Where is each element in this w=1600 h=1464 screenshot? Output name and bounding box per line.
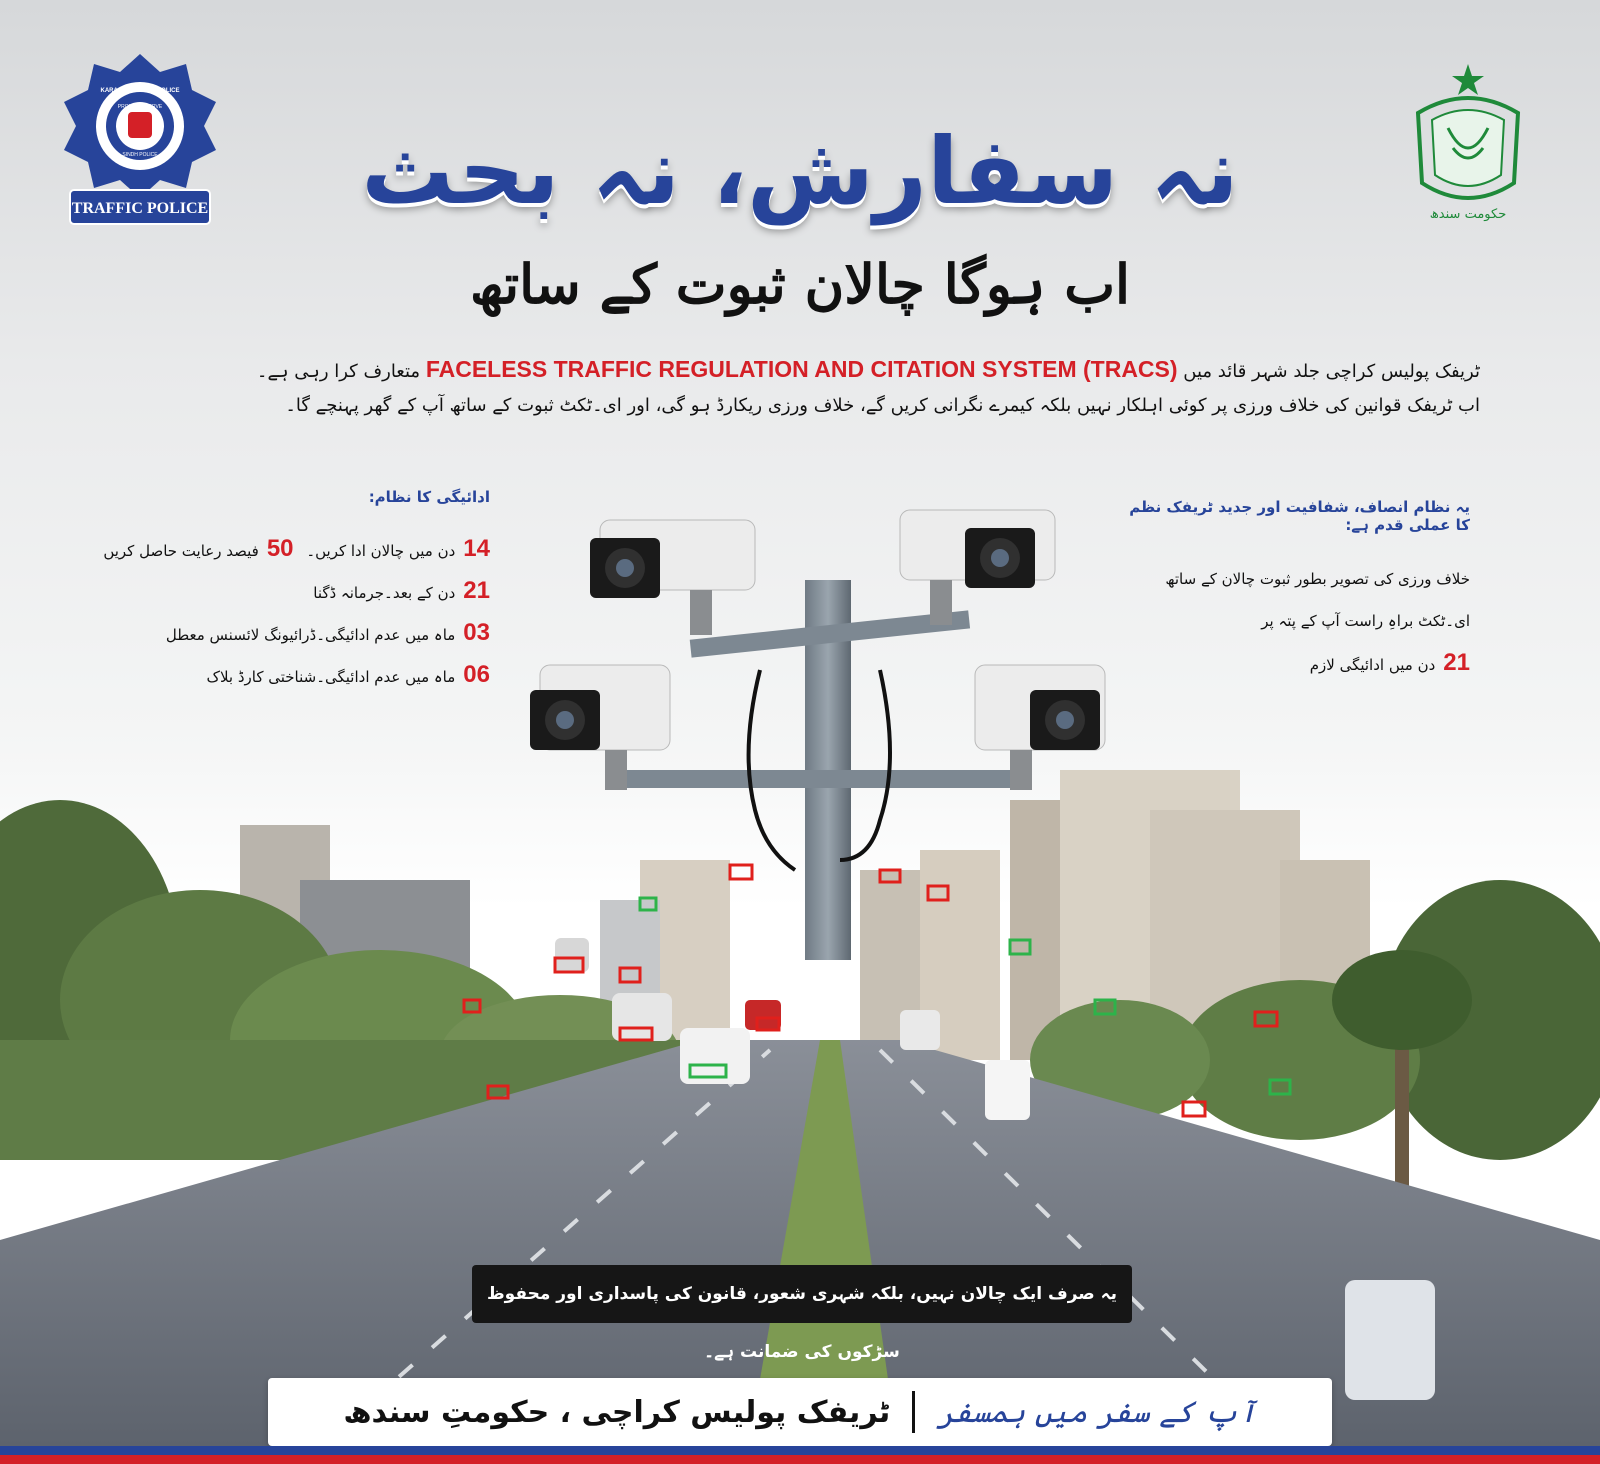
item-text: دن میں ادائیگی لازم bbox=[1309, 656, 1436, 674]
item-text: دن میں چالان ادا کریں۔ bbox=[306, 542, 456, 560]
intro-line-2: اب ٹریفک قوانین کی خلاف ورزی پر کوئی اہلکار نہیں بلکہ کیمرے نگرانی کریں گے، خلاف ورزی ریکارڈ ہو گی، اور ای۔ٹکٹ ثبوت کے ساتھ آپ کے گھر پہنچے گا۔ bbox=[285, 395, 1480, 416]
features-heading: یہ نظام انصاف، شفافیت اور جدید ٹریفک نظم کا عملی قدم ہے: bbox=[1129, 498, 1470, 534]
item-number: 06 bbox=[463, 661, 490, 688]
intro-line-1-before: ٹریفک پولیس کراچی جلد شہر قائد میں bbox=[1183, 361, 1480, 382]
footer-separator bbox=[912, 1391, 915, 1433]
system-name: FACELESS TRAFFIC REGULATION AND CITATION SYSTEM (TRACS) bbox=[425, 356, 1178, 382]
headline: نہ سفارش، نہ بحث bbox=[361, 118, 1239, 225]
bottom-stripe-red bbox=[0, 1455, 1600, 1464]
badge-ring-text: KARACHI TRAFFIC POLICE bbox=[100, 88, 180, 94]
list-item bbox=[1110, 600, 1470, 642]
item-number-2: 50 bbox=[266, 535, 294, 562]
list-item bbox=[1110, 558, 1470, 600]
intro-line-1-after: متعارف کرا رہی ہے۔ bbox=[256, 361, 421, 382]
item-text: ماہ میں عدم ادائیگی۔ڈرائیونگ لائسنس معطل bbox=[165, 626, 456, 644]
item-text: ماہ میں عدم ادائیگی۔شناختی کارڈ بلاک bbox=[206, 668, 456, 686]
footer-bar bbox=[268, 1378, 1332, 1446]
item-number: 14 bbox=[463, 535, 490, 562]
list-item bbox=[110, 570, 490, 612]
awareness-banner: یہ صرف ایک چالان نہیں، بلکہ شہری شعور، قانون کی پاسداری اور محفوظ سڑکوں کی ضمانت ہے۔ bbox=[472, 1265, 1132, 1323]
item-text: خلاف ورزی کی تصویر بطور ثبوت چالان کے ساتھ bbox=[1165, 570, 1470, 588]
badge-inner-top: PROUD TO SERVE bbox=[117, 104, 163, 110]
intro-text bbox=[230, 352, 1480, 423]
footer-organization: ٹریفک پولیس کراچی ، حکومتِ سندھ bbox=[343, 1394, 891, 1430]
item-number: 21 bbox=[1443, 649, 1470, 676]
payment-system-list bbox=[103, 488, 490, 696]
list-item bbox=[110, 612, 490, 654]
badge-inner-bottom: SINDH POLICE bbox=[122, 152, 158, 158]
payment-heading: ادائیگی کا نظام: bbox=[368, 488, 490, 506]
item-text: ای۔ٹکٹ براہِ راست آپ کے پتہ پر bbox=[1261, 612, 1470, 630]
item-number: 21 bbox=[463, 577, 490, 604]
intro-line-1 bbox=[230, 352, 1480, 389]
cctv-camera-icon bbox=[590, 520, 755, 635]
list-item bbox=[110, 654, 490, 696]
sindh-govt-seal-icon bbox=[1388, 58, 1528, 228]
item-text-2: فیصد رعایت حاصل کریں bbox=[103, 542, 259, 560]
subheadline: اب ہوگا چالان ثبوت کے ساتھ bbox=[469, 252, 1131, 316]
seal-text: حکومت سندھ bbox=[1429, 207, 1507, 222]
list-item bbox=[1110, 642, 1470, 684]
footer-tagline: آپ کے سفر میں ہمسفر bbox=[937, 1394, 1257, 1430]
features-list bbox=[1110, 498, 1470, 684]
badge-label: TRAFFIC POLICE bbox=[71, 200, 209, 217]
cctv-camera-icon bbox=[900, 510, 1055, 625]
bottom-stripe-blue bbox=[0, 1446, 1600, 1455]
list-item bbox=[103, 528, 490, 570]
item-text: دن کے بعد۔جرمانہ ڈگنا bbox=[313, 584, 456, 602]
police-badge-icon bbox=[60, 50, 220, 230]
item-number: 03 bbox=[463, 619, 490, 646]
